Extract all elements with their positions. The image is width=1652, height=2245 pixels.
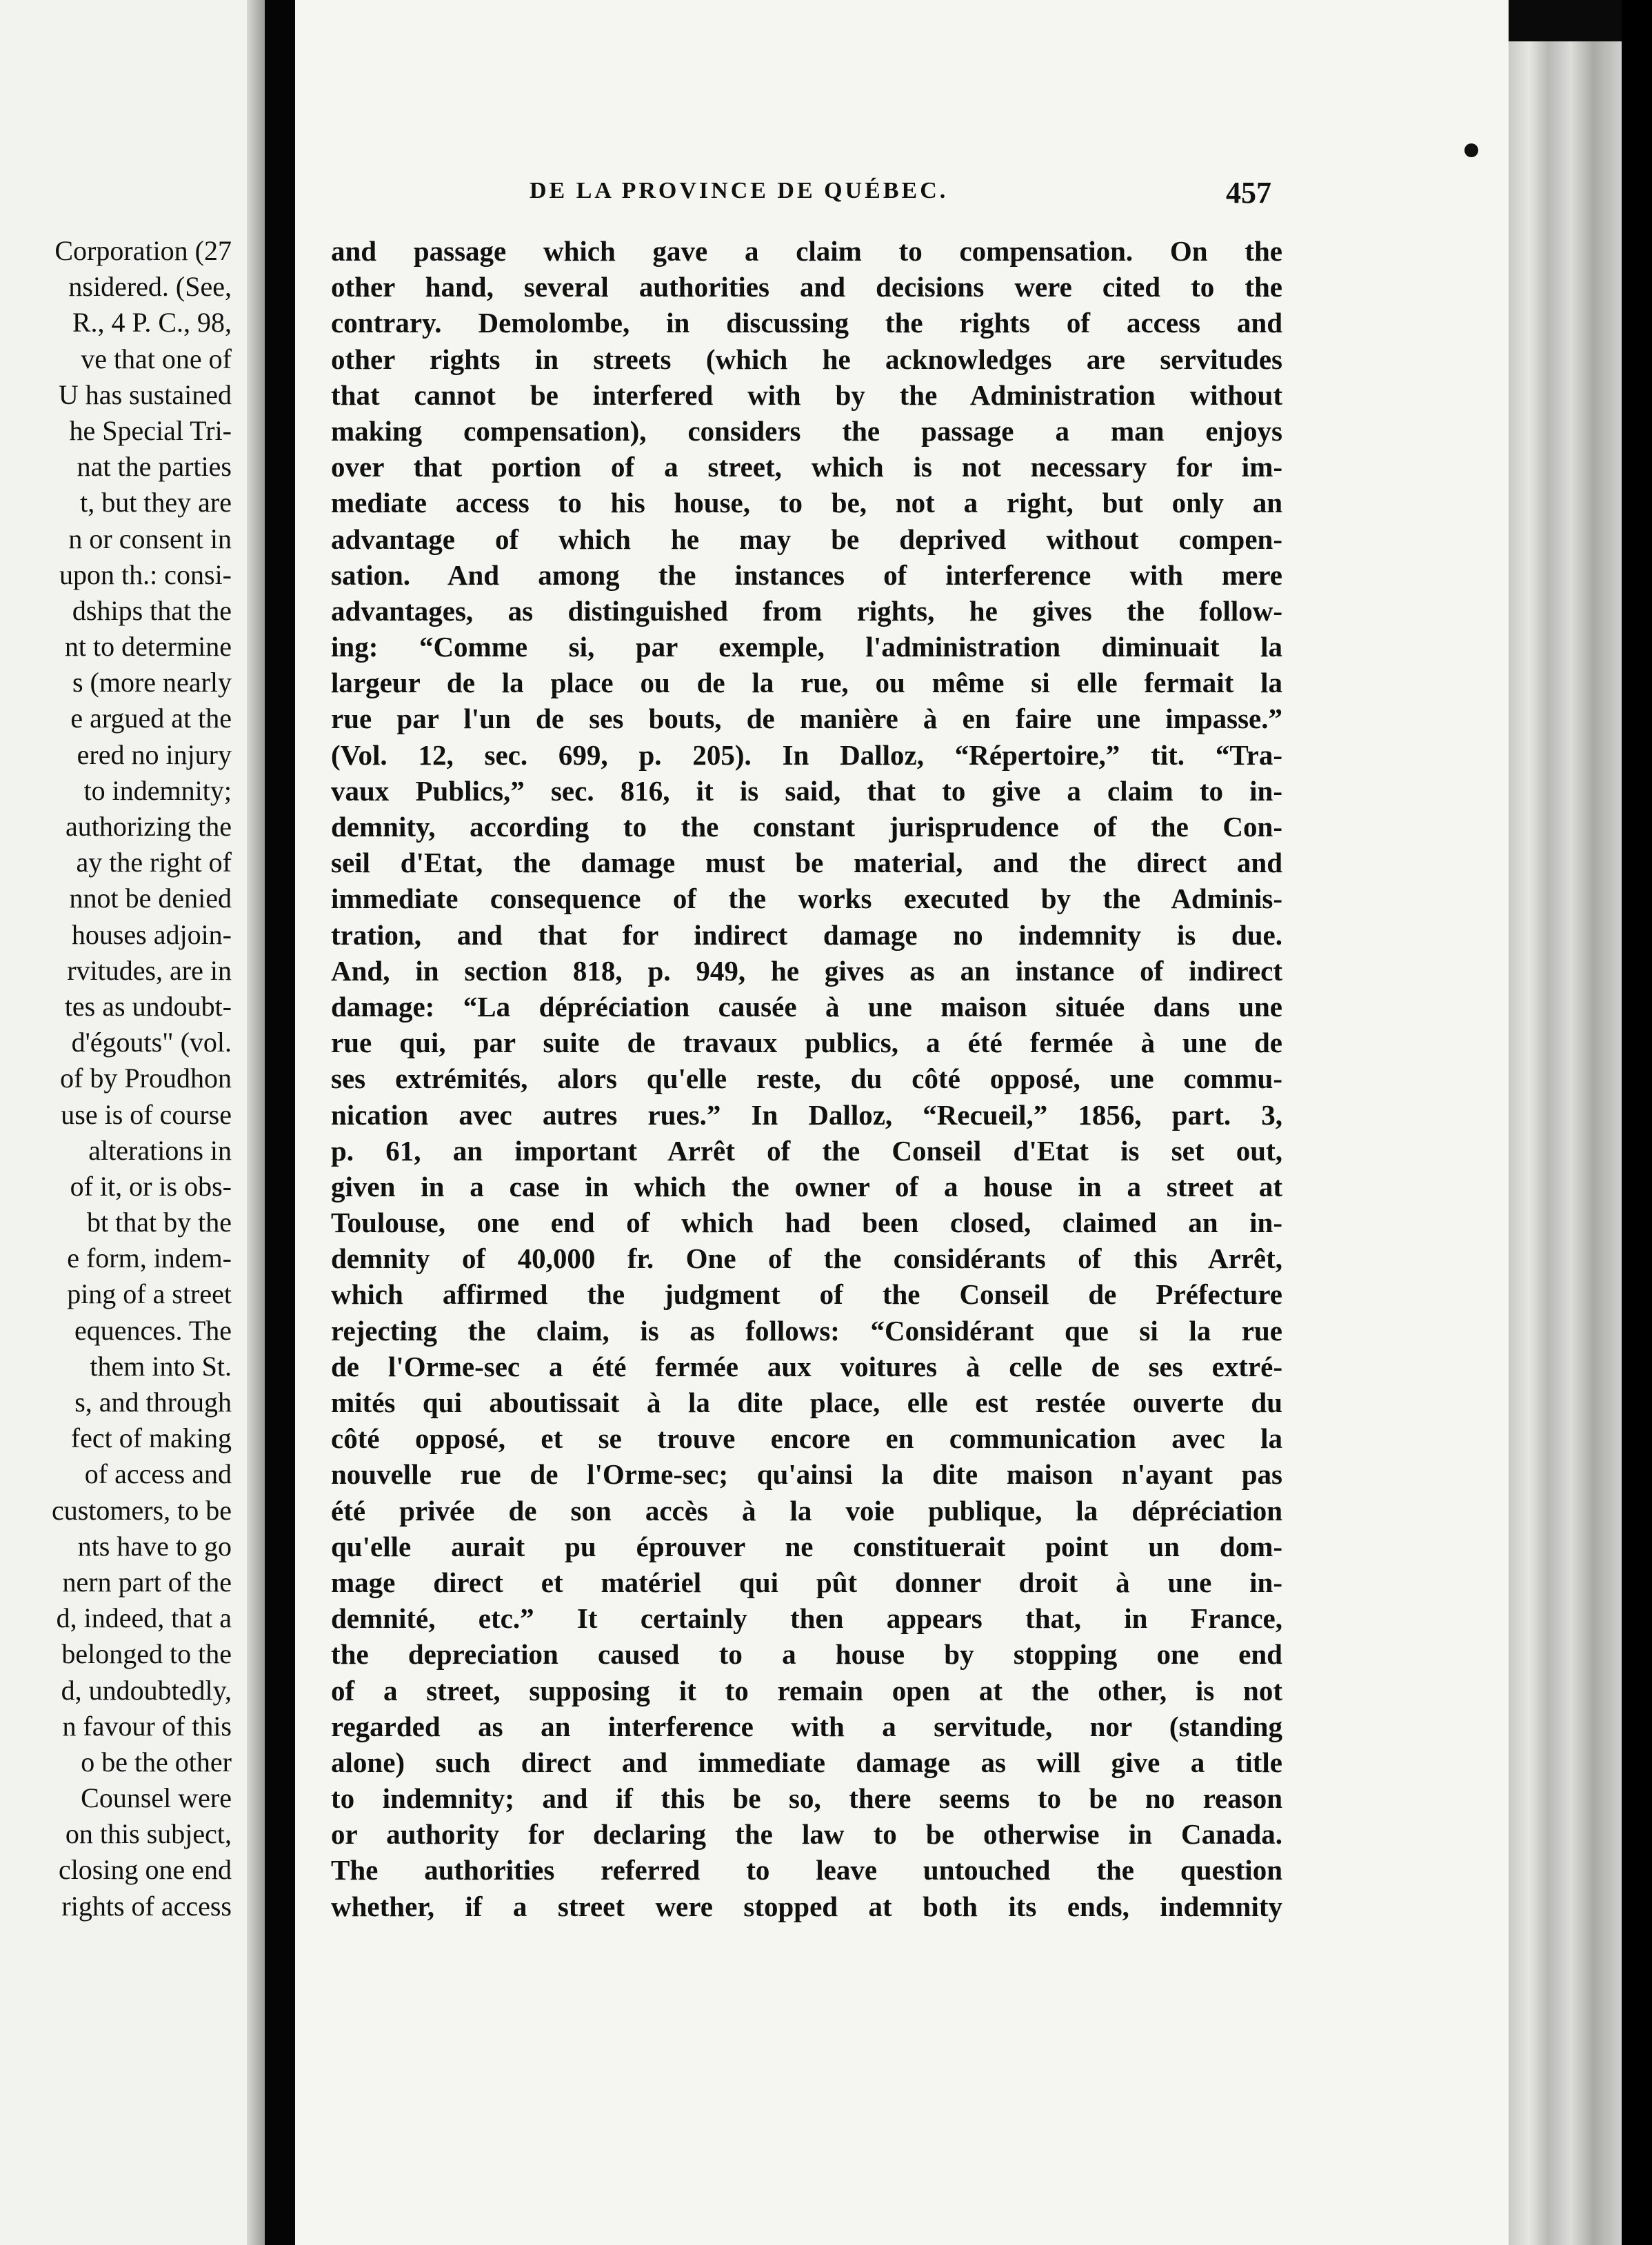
- left-page-line: s, and through: [74, 1387, 232, 1418]
- left-page-line: nat the parties: [77, 451, 232, 483]
- left-page-line: of by Proudhon: [60, 1063, 232, 1094]
- text-line: été privée de son accès à la voie publique, la dépréciation: [331, 1494, 1282, 1527]
- text-line: And, in section 818, p. 949, he gives as an instance of indirect: [331, 954, 1282, 987]
- text-line: rejecting the claim, is as follows: “Considérant que si la rue: [331, 1314, 1282, 1347]
- right-page: [295, 0, 1509, 2245]
- text-line: which affirmed the judgment of the Conseil de Préfecture: [331, 1278, 1282, 1311]
- left-page-line: n or consent in: [68, 523, 232, 554]
- text-line: rue par l'un de ses bouts, de manière à en faire une impasse.”: [331, 703, 1282, 735]
- text-line: demnité, etc.” It certainly then appears that, in France,: [331, 1602, 1282, 1635]
- left-page-text: [0, 233, 232, 1924]
- left-page-line: fect of making: [70, 1422, 232, 1454]
- text-line: mage direct et matériel qui pût donner droit à une in-: [331, 1566, 1282, 1598]
- text-line: other rights in streets (which he acknowledges are servitudes: [331, 343, 1282, 375]
- text-line: or authority for declaring the law to be otherwise in Canada.: [331, 1818, 1282, 1851]
- body-text: [331, 233, 1282, 1924]
- left-page-line: nt to determine: [64, 631, 232, 663]
- text-line: regarded as an interference with a servitude, nor (standing: [331, 1710, 1282, 1742]
- page-edge-top-shadow: [1509, 0, 1622, 41]
- left-page-line: bt that by the: [87, 1207, 232, 1238]
- text-line: The authorities referred to leave untouched the question: [331, 1854, 1282, 1886]
- left-page-line: d, indeed, that a: [56, 1602, 232, 1634]
- text-line: Toulouse, one end of which had been closed, claimed an in-: [331, 1207, 1282, 1239]
- text-line: that cannot be interfered with by the Administration without: [331, 379, 1282, 411]
- text-line: demnity of 40,000 fr. One of the considérants of this Arrêt,: [331, 1242, 1282, 1275]
- left-page-line: houses adjoin-: [71, 918, 232, 950]
- left-page-line: Counsel were: [81, 1782, 232, 1814]
- left-facing-page: [0, 0, 265, 2245]
- ink-spot: [1464, 143, 1478, 157]
- left-page-line: of it, or is obs-: [70, 1170, 232, 1202]
- left-page-line: Corporation (27: [54, 235, 232, 266]
- left-page-line: R., 4 P. C., 98,: [72, 307, 232, 339]
- left-page-line: d, undoubtedly,: [61, 1674, 232, 1706]
- left-page-line: s (more nearly: [72, 667, 232, 698]
- left-page-line: o be the other: [81, 1746, 232, 1778]
- page-header: [530, 178, 1329, 219]
- left-page-line: authorizing the: [65, 811, 232, 842]
- text-line: advantage of which he may be deprived without compen-: [331, 523, 1282, 555]
- running-head: DE LA PROVINCE DE QUÉBEC.: [530, 178, 949, 203]
- left-page-line: belonged to the: [61, 1638, 232, 1670]
- left-page-line: use is of course: [61, 1098, 232, 1130]
- text-line: sation. And among the instances of interference with mere: [331, 558, 1282, 591]
- text-line: the depreciation caused to a house by stopping one end: [331, 1638, 1282, 1671]
- text-line: tration, and that for indirect damage no indemnity is due.: [331, 918, 1282, 951]
- left-page-line: nern part of the: [62, 1566, 232, 1598]
- text-line: ses extrémités, alors qu'elle reste, du côté opposé, une commu-: [331, 1063, 1282, 1095]
- text-line: contrary. Demolombe, in discussing the rights of access and: [331, 307, 1282, 339]
- left-page-line: ve that one of: [81, 343, 232, 374]
- left-page-line: to indemnity;: [83, 774, 232, 806]
- left-page-line: nsidered. (See,: [68, 271, 232, 303]
- text-line: seil d'Etat, the damage must be material, and the direct and: [331, 847, 1282, 879]
- text-line: nication avec autres rues.” In Dalloz, “Recueil,” 1856, part. 3,: [331, 1098, 1282, 1131]
- left-page-line: tes as undoubt-: [64, 990, 232, 1022]
- text-line: making compensation), considers the passage a man enjoys: [331, 414, 1282, 447]
- left-page-line: rights of access: [61, 1890, 232, 1922]
- left-page-gutter-shadow: [247, 0, 265, 2245]
- left-page-line: rvitudes, are in: [67, 954, 232, 986]
- text-line: and passage which gave a claim to compensation. On the: [331, 235, 1282, 267]
- left-page-line: ping of a street: [67, 1278, 232, 1310]
- text-line: other hand, several authorities and decisions were cited to the: [331, 271, 1282, 303]
- text-line: p. 61, an important Arrêt of the Conseil d'Etat is set out,: [331, 1134, 1282, 1167]
- text-line: over that portion of a street, which is not necessary for im-: [331, 451, 1282, 483]
- left-page-line: them into St.: [90, 1350, 232, 1382]
- left-page-line: e form, indem-: [67, 1242, 232, 1274]
- text-line: rue qui, par suite de travaux publics, a été fermée à une de: [331, 1027, 1282, 1059]
- text-line: mediate access to his house, to be, not a right, but only an: [331, 487, 1282, 519]
- left-page-line: t, but they are: [80, 487, 232, 519]
- left-page-line: on this subject,: [65, 1818, 232, 1850]
- left-page-line: ay the right of: [76, 847, 232, 878]
- text-line: damage: “La dépréciation causée à une maison située dans une: [331, 990, 1282, 1023]
- left-page-line: customers, to be: [51, 1494, 232, 1526]
- left-page-line: e argued at the: [70, 703, 232, 734]
- left-page-line: nnot be denied: [69, 883, 232, 914]
- text-line: given in a case in which the owner of a house in a street at: [331, 1170, 1282, 1202]
- text-line: (Vol. 12, sec. 699, p. 205). In Dalloz, “Répertoire,” tit. “Tra-: [331, 738, 1282, 771]
- text-line: advantages, as distinguished from rights, he gives the follow-: [331, 594, 1282, 627]
- left-page-line: d'égouts" (vol.: [71, 1027, 232, 1058]
- left-page-line: nts have to go: [77, 1530, 232, 1562]
- book-spine: [265, 0, 295, 2245]
- text-line: immediate consequence of the works executed by the Adminis-: [331, 883, 1282, 915]
- text-line: qu'elle aurait pu éprouver ne constituerait point un dom-: [331, 1530, 1282, 1562]
- text-line: largeur de la place ou de la rue, ou même si elle fermait la: [331, 667, 1282, 699]
- page-edges: [1509, 41, 1622, 2245]
- left-page-line: ered no injury: [77, 738, 232, 770]
- left-page-line: dships that the: [72, 594, 232, 626]
- text-line: alone) such direct and immediate damage as will give a title: [331, 1746, 1282, 1778]
- text-line: vaux Publics,” sec. 816, it is said, that to give a claim to in-: [331, 774, 1282, 807]
- left-page-line: U has sustained: [58, 379, 232, 410]
- left-page-line: he Special Tri-: [69, 414, 232, 446]
- left-page-line: n favour of this: [62, 1710, 232, 1742]
- text-line: of a street, supposing it to remain open at the other, is not: [331, 1674, 1282, 1707]
- left-page-line: alterations in: [88, 1134, 232, 1166]
- text-line: nouvelle rue de l'Orme-sec; qu'ainsi la dite maison n'ayant pas: [331, 1458, 1282, 1491]
- text-line: mités qui aboutissait à la dite place, elle est restée ouverte du: [331, 1387, 1282, 1418]
- page-number: 457: [1226, 176, 1271, 210]
- left-page-line: of access and: [84, 1458, 232, 1490]
- text-line: ing: “Comme si, par exemple, l'administration diminuait la: [331, 631, 1282, 663]
- left-page-line: upon th.: consi-: [59, 558, 232, 590]
- text-line: demnity, according to the constant jurisprudence of the Con-: [331, 811, 1282, 843]
- text-line: de l'Orme-sec a été fermée aux voitures à celle de ses extré-: [331, 1350, 1282, 1382]
- scan-border: [1622, 0, 1652, 2245]
- text-line: to indemnity; and if this be so, there seems to be no reason: [331, 1782, 1282, 1815]
- text-line: côté opposé, et se trouve encore en communication avec la: [331, 1422, 1282, 1455]
- left-page-line: equences. The: [74, 1314, 232, 1346]
- left-page-line: closing one end: [58, 1854, 232, 1886]
- text-line: whether, if a street were stopped at both its ends, indemnity: [331, 1890, 1282, 1922]
